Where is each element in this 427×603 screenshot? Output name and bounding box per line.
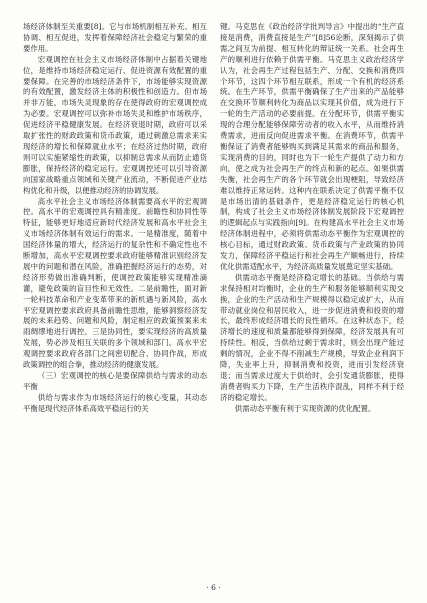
section-heading: （三）宏观调控的核心是要保障供给与需求的动态平衡 [23,371,207,391]
paragraph-continuation: 场经济体制至关重要[8]。它与市场机制相互补充、相互协调、相互促进，发挥着保障经济社会稳定与繁荣的重要作用。 [23,22,207,53]
right-column [220,22,404,415]
paragraph-high-level-control: 高水平社会主义市场经济体制需要高水平的宏观调控。高水平的宏观调控具有精准度、前瞻性和协同性等特征，能够更好地适应新时代经济发展和高水平社会主义市场经济体制有效运行的需求。一是精准度，随着中国经济体量的增大，经济运行的复杂性和不确定性也不断增加，高水平宏观调控要求政府能够精准识别经济发展中的问题和潜在风险，准确把握经济运行的态势，对经济形势做出准确判断，使调控政策能够实现精准滴灌，避免政策的盲目性和无效性。二是前瞻性，面对新一轮科技革命和产业变革带来的新机遇与新风险，高水平宏观调控要求政府具备前瞻性思维，能够洞察经济发展的未来趋势、问题和风险，制定相应的政策预案来未雨绸缪地进行调控。三是协同性，要实现经济的高质量发展，势必涉及相互关联的多个领域和部门。高水平宏观调控要求政府各部门之间密切配合、协同作战，形成政策调控的组合拳，推动经济的健康发展。 [23,196,207,370]
paragraph-supply-demand-intro: 供给与需求作为市场经济运行的核心变量，其动态平衡是现代经济体系高效平稳运行的关 [23,392,207,413]
paragraph-macro-control-role: 宏观调控在社会主义市场经济体制中占据着关键地位，是维持市场经济稳定运行、促进资源有效配置的重要保障。在完善的市场经济条件下，市场能够实现资源的有效配置，激发经济主体的积极性和创造力。但市场并非万能，市场失灵现象的存在使得政府的宏观调控成为必要。宏观调控可以弥补市场失灵和维护市场秩序，促进经济平稳健康发展。在经济衰退时期，政府可以采取扩张性的财政政策和货币政策，通过刺激总需求来实现经济的增长和保障就业水平；在经济过热时期，政府则可以实施紧缩性的政策，以抑制总需求从而防止通货膨胀，保持经济的稳定运行。宏观调控还可以引导资源向国家战略重点领域和关键产业流动，不断促进产业结构优化和升级，以便推动经济的协调发展。 [23,54,207,195]
paragraph-stable-growth: 供需动态平衡是经济稳定增长的基础。当供给与需求保持相对均衡时，企业的生产和服务能够顺利实现交换，企业的生产活动和生产规模得以稳定或扩大，从而带动就业岗位和居民收入，进一步促进消费和投资的增长，最终形成经济增长的良性循环。在这种状态下，经济增长的速度和质量都能够得到保障，经济发展具有可持续性。相反，当供给过剩于需求时，则会出现产能过剩的情况，企业不得不削减生产规模，导致企业利润下降，失业率上升，抑制消费和投资，进而引发经济衰退；而当需求过度大于供给时，会引发通货膨胀，使得消费者购买力下降，生产生活秩序混乱，同样不利于经济的稳定增长。 [220,272,404,402]
page-number: · 6 · [206,583,221,592]
paragraph-resource-allocation: 供需动态平衡有利于实现资源的优化配置。 [234,403,376,413]
left-column [23,22,207,415]
paragraph-continuation-right: 键。马克思在《政治经济学批判导言》中提出的“生产直接是消费，消费直接是生产”[8]56论断，深刻揭示了供需之间互为前提、相互转化的辩证统一关系。社会再生产的顺利进行依赖于供需平衡。马克思主义政治经济学认为，社会再生产过程包括生产、分配、交换和消费四个环节，这四个环节相互联系，形成一个有机的经济系统。在生产环节，供需平衡确保了生产出来的产品能够在交换环节顺利转化为商品以实现其价值，成为进行下一轮的生产活动的必要前提。在分配环节，供需平衡实现的合理分配能够保障劳动者的收入水平，从而维持消费需求，进而反向促进需求平衡。在消费环节，供需平衡保证了消费者能够购买到满足其需求的商品和服务，实现消费的目的，同时也为下一轮生产提供了动力和方向，使之成为社会再生产的终点和新的起点。如果供需失衡，社会再生产的各个环节就会出现梗阻，导致经济难以维持正常运转。这种内在联系决定了供需平衡不仅是市场出清的基础条件，更是经济稳定运行的核心机制，构成了社会主义市场经济体制发展阶段下宏观调控的逻辑起点与实践指向[9]。在构建高水平社会主义市场经济体制进程中，必须将供需动态平衡作为宏观调控的核心目标，通过财政政策、货币政策与产业政策的协同发力，保障经济平稳运行和社会再生产顺畅进行，持续优化供需适配水平，为经济高质量发展奠定坚实基础。 [220,22,404,271]
